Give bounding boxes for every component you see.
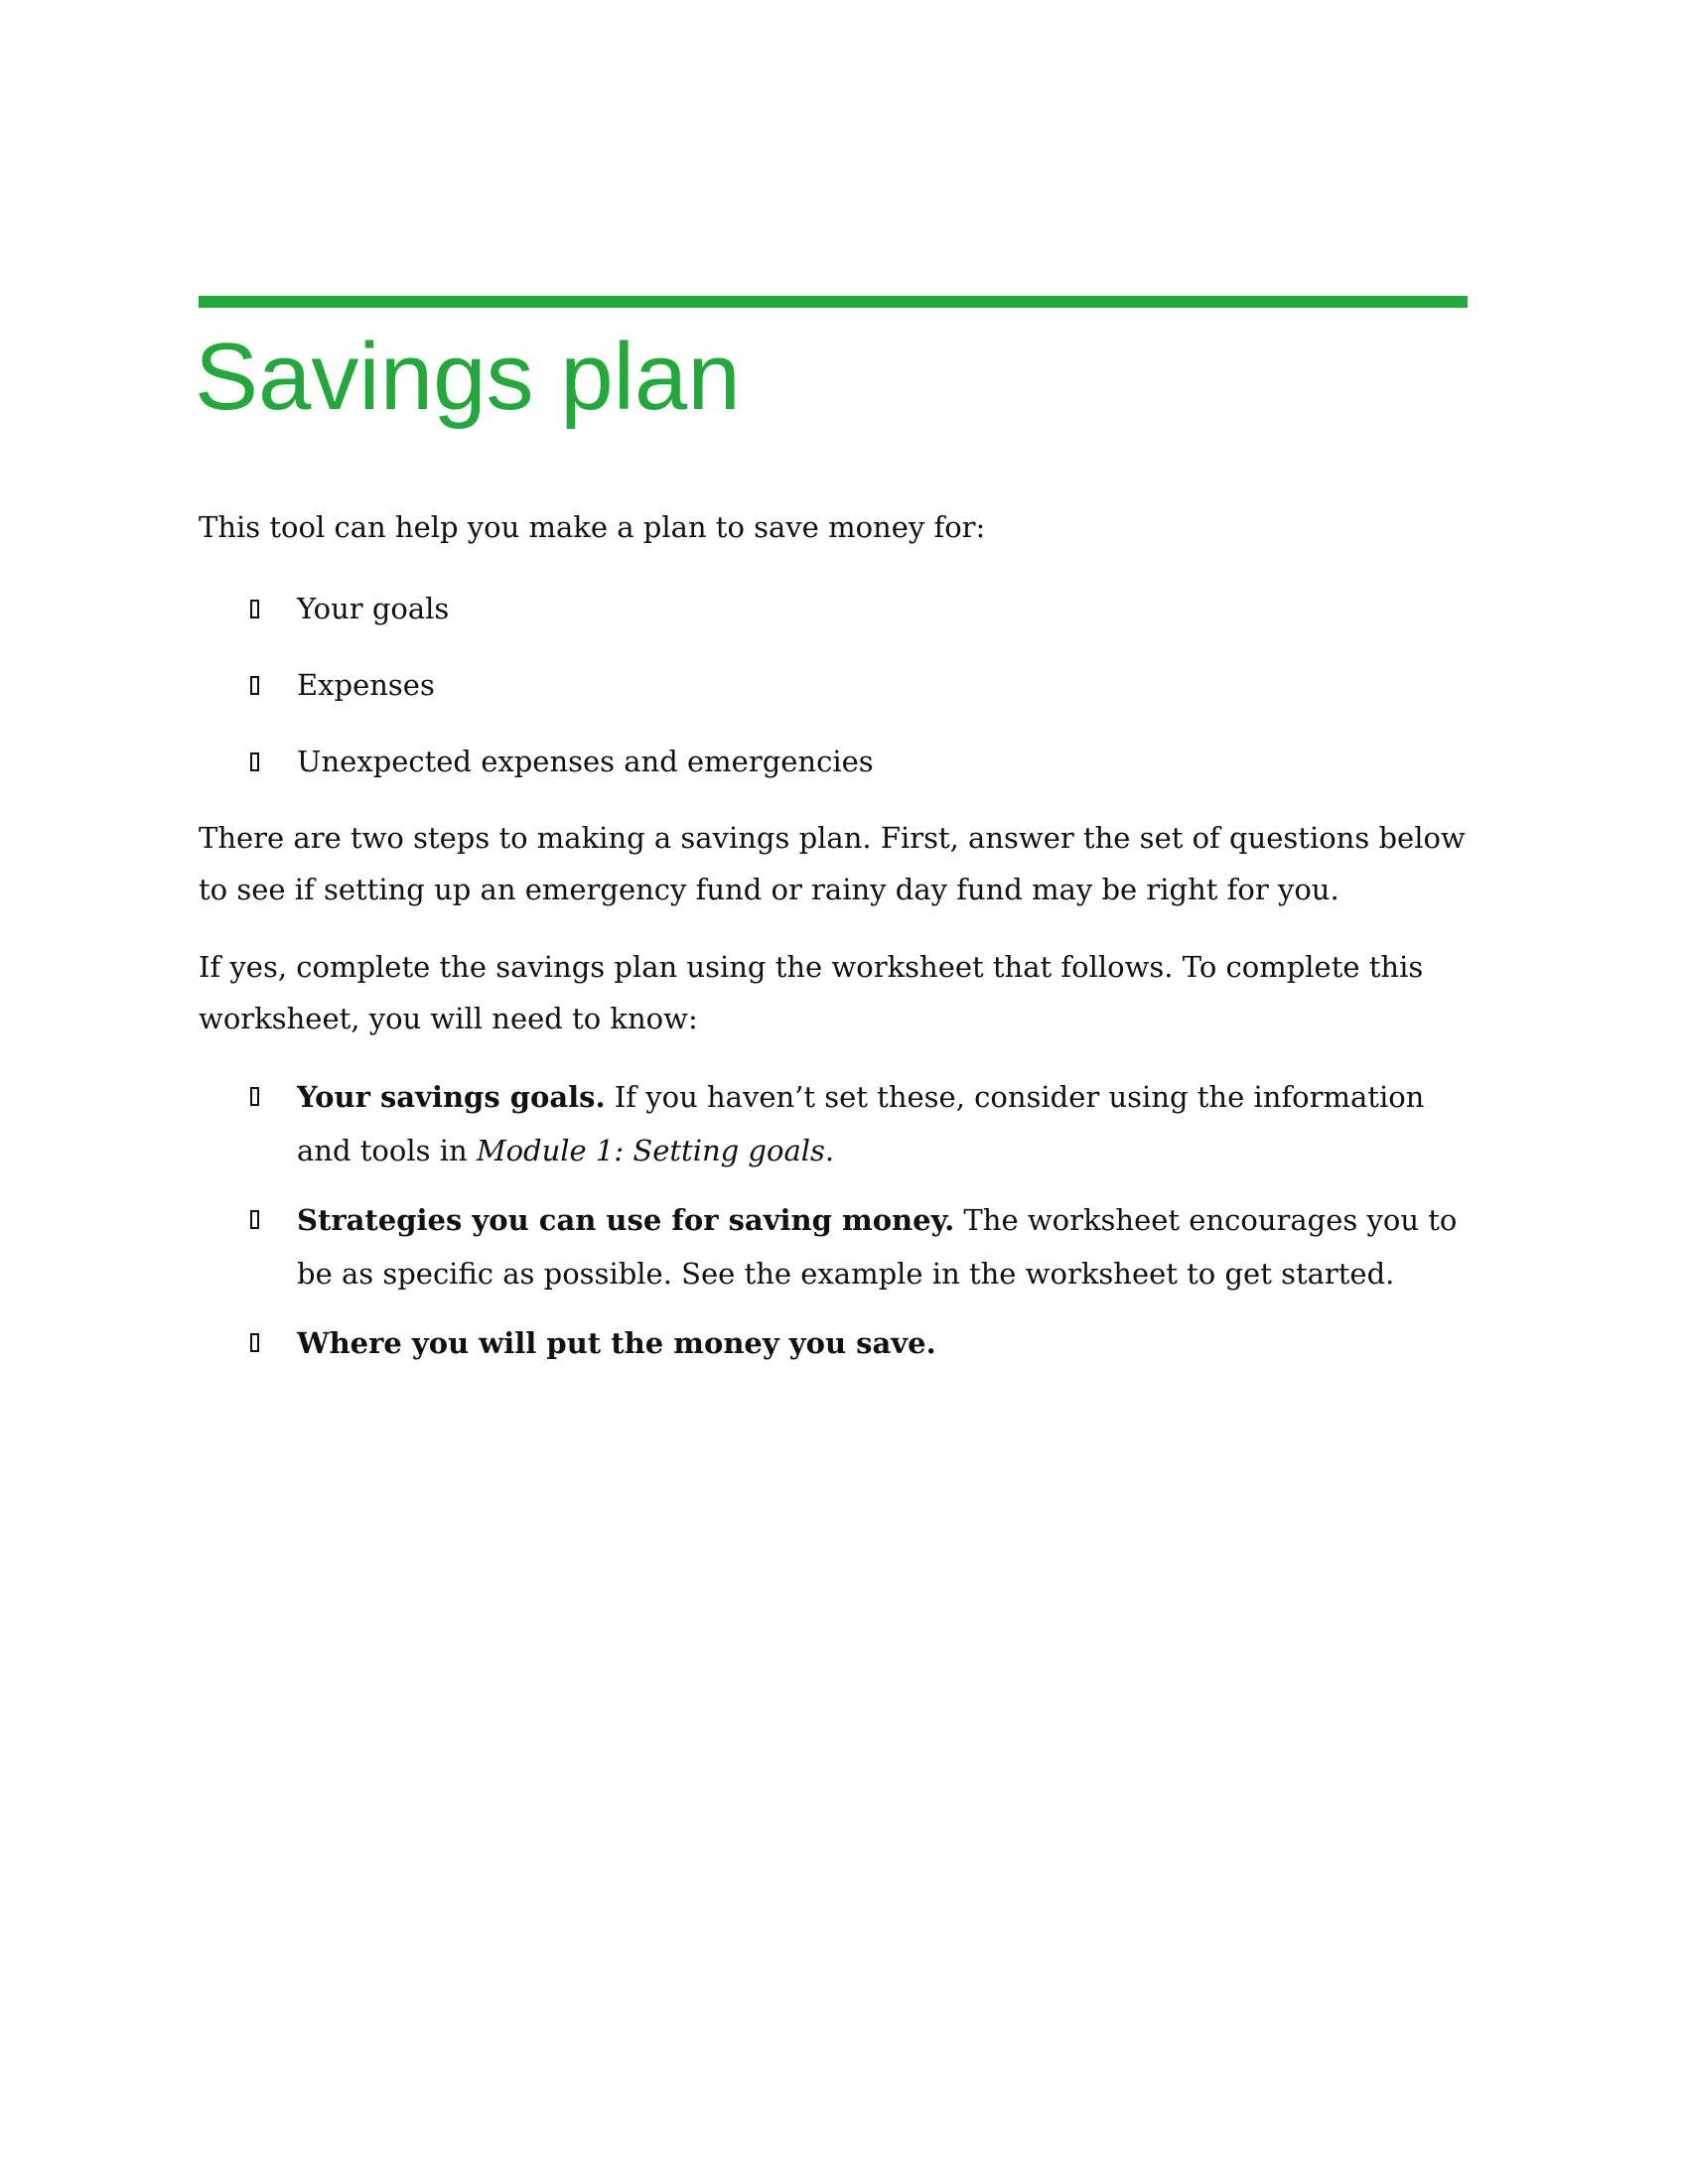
purpose-label: Unexpected expenses and emergencies — [297, 745, 874, 778]
purpose-label: Expenses — [297, 668, 435, 702]
document-page — [195, 296, 1468, 1370]
worksheet-paragraph: If yes, complete the savings plan using the worksheet that follows. To complete this worksheet, you will need to know: — [199, 950, 1424, 1035]
requirement-heading: Your savings goals. — [297, 1080, 606, 1114]
bullet-box-icon — [250, 600, 259, 618]
requirement-heading: Where you will put the money you save. — [297, 1326, 936, 1360]
requirements-list — [199, 1070, 1468, 1370]
list-item — [199, 736, 1468, 787]
purpose-label: Your goals — [297, 592, 450, 625]
purpose-list — [199, 583, 1468, 787]
requirement-text — [297, 1316, 936, 1370]
bullet-box-icon — [250, 676, 259, 695]
bullet-box-icon — [250, 1087, 259, 1106]
requirement-text — [297, 1193, 1468, 1300]
requirement-heading: Strategies you can use for saving money. — [297, 1203, 955, 1237]
bullet-box-icon — [250, 1333, 259, 1352]
requirement-tail: . — [824, 1134, 835, 1167]
steps-paragraph: There are two steps to making a savings plan. First, answer the set of questions below to see if setting up an emergency fund or rainy day fund may be right for you. — [199, 821, 1466, 906]
module-reference: Module 1: Setting goals — [476, 1134, 825, 1167]
bullet-box-icon — [250, 752, 259, 771]
intro-paragraph: This tool can help you make a plan to save money for: — [199, 510, 986, 544]
list-item — [199, 1316, 1468, 1370]
list-item — [199, 1193, 1468, 1300]
requirement-body: If you haven’t set these, consider using the information and tools in — [297, 1080, 1425, 1167]
list-item — [199, 1070, 1468, 1177]
requirement-text — [297, 1070, 1468, 1177]
list-item — [199, 659, 1468, 711]
page-title: Savings plan — [195, 324, 741, 430]
title-rule — [199, 296, 1468, 308]
requirement-body: The worksheet encourages you to be as specific as possible. See the example in the worksheet to get started. — [297, 1203, 1458, 1291]
list-item — [199, 583, 1468, 634]
bullet-box-icon — [250, 1210, 259, 1229]
